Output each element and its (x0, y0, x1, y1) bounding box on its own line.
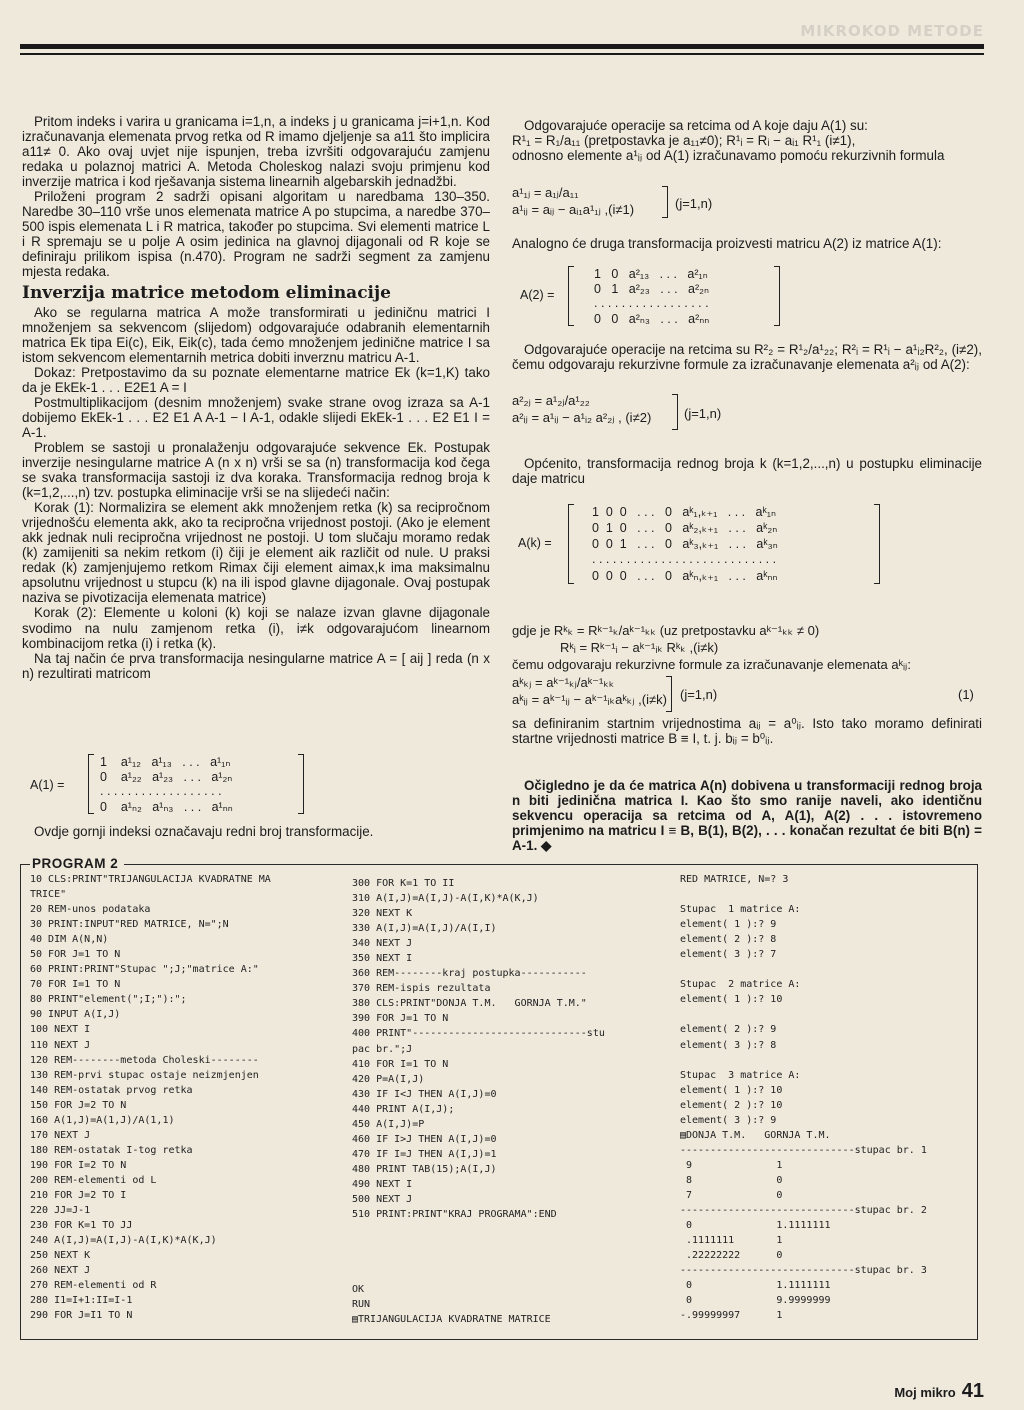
code-line: 370 REM-ispis rezultata (352, 983, 491, 995)
code-line: 450 A(I,J)=P (352, 1118, 425, 1130)
code-line: 220 JJ=J-1 (30, 1205, 91, 1217)
code-line: element( 1 ):? 10 (680, 994, 783, 1006)
code-line: 340 NEXT J (352, 938, 413, 950)
definition-ri: Rᵏᵢ = Rᵏ⁻¹ᵢ − aᵏ⁻¹ᵢₖ Rᵏₖ ,(i≠k) (560, 640, 719, 655)
matrix-a2-left-bracket (568, 266, 574, 326)
formula-2-condition: (j=1,n) (684, 406, 722, 421)
definition-rk: gdje je Rᵏₖ = Rᵏ⁻¹ₖ/aᵏ⁻¹ₖₖ (uz pretpostavku aᵏ⁻¹ₖₖ ≠ 0) (512, 623, 820, 638)
code-line: -.99999997 1 (680, 1310, 783, 1322)
code-line (352, 1237, 605, 1252)
matrix-a2-label: A(2) = (520, 288, 555, 302)
code-line: 170 NEXT J (30, 1129, 91, 1141)
body-paragraph-5: Korak (1): Normalizira se element akk množenjem retka (k) sa recipročnom vrijednošću elementa akk, ako ta recipročna vrijednost postoji. (Ako je element akk jednak nuli recipročna vrijednost ne postoji. U tom slučaju moramo redak (k) zamijeniti sa nekim retkom (i) čiji je element aik različit od nule. U praksi redak (k) zamjenjujemo retkom Rimax čiji element aimax,k ima maksimalnu apsolutnu vrijednost u stupcu (k) na ili ispod glavne dijagonale. Ovaj postupak naziva se pivotizacija elemenata matrice) (22, 500, 490, 606)
code-line: element( 3 ):? 8 (680, 1039, 777, 1051)
code-line: element( 1 ):? 10 (680, 1084, 783, 1096)
program-column-3 (680, 872, 927, 1323)
code-line: 0 9.9999999 (680, 1295, 831, 1307)
code-line: 0 1.1111111 (680, 1280, 831, 1292)
matrix-a2-right-bracket (774, 266, 780, 326)
code-line: 490 NEXT I (352, 1178, 413, 1190)
code-line: 240 A(I,J)=A(I,J)-A(I,K)*A(K,J) (30, 1235, 217, 1247)
right-paragraph-2-wrap (512, 236, 982, 251)
code-line: 30 PRINT:INPUT"RED MATRICE, N=";N (30, 919, 229, 931)
code-line: 250 NEXT K (30, 1250, 91, 1262)
matrix-ak (518, 504, 898, 586)
formula-2-brace (672, 394, 678, 430)
code-line: 260 NEXT J (30, 1265, 91, 1277)
closing-paragraph: Ovdje gornji indeksi označavaju redni broj transformacije. (34, 824, 374, 839)
code-line: 0 1.1111111 (680, 1220, 831, 1232)
right-paragraph-7-text: Očigledno je da će matrica A(n) dobivena u transformaciji rednog broja n biti jedinična matrica I. Kao što smo ranije naveli, ako identičnu sekvencu operacija sa retcima od A, A(1), A(2) . . . istovremeno primjenimo na matricu I ≡ B, B(1), B(2), . . . konačan rezultat će biti B(n) = A-1. (512, 778, 982, 854)
program-title: PROGRAM 2 (30, 856, 124, 871)
code-line: element( 2 ):? 9 (680, 1024, 777, 1036)
code-line (680, 1053, 927, 1068)
code-line: 230 FOR K=1 TO JJ (30, 1220, 133, 1232)
code-line: 70 FOR I=1 TO N (30, 979, 121, 991)
matrix-ak-row: 0 0 0 . . . 0 aᵏₙ,ₖ₊₁ . . . aᵏₙₙ (592, 569, 778, 583)
matrix-a1-right-bracket (298, 754, 304, 814)
matrix-a1-row: 0 a¹ₙ₂ a¹ₙ₃ . . . a¹ₙₙ (100, 800, 233, 814)
code-line: 200 REM-elementi od L (30, 1174, 157, 1186)
matrix-a1-left-bracket (88, 754, 94, 814)
code-line: 410 FOR I=1 TO N (352, 1058, 449, 1070)
code-line: 7 0 (680, 1189, 783, 1201)
code-line (680, 1007, 927, 1022)
matrix-a1-label: A(1) = (30, 778, 65, 792)
code-line: Stupac 2 matrice A: (680, 979, 801, 991)
code-line: 20 REM-unos podataka (30, 904, 151, 916)
formula-block-3 (512, 674, 667, 708)
definition-tail: čemu odgovaraju rekurzivne formule za izračunavanje elemenata aᵏᵢⱼ: (512, 657, 911, 672)
code-line: 290 FOR J=I1 TO N (30, 1310, 133, 1322)
matrix-a2-row: 0 0 a²ₙ₃ . . . a²ₙₙ (594, 312, 710, 326)
right-column-top (512, 118, 982, 163)
matrix-a1-row: 0 a¹₂₂ a¹₂₃ . . . a¹₂ₙ (100, 770, 233, 784)
code-line: element( 3 ):? 7 (680, 949, 777, 961)
code-line: 510 PRINT:PRINT"KRAJ PROGRAMA":END (352, 1209, 557, 1221)
matrix-ak-row: 0 0 1 . . . 0 aᵏ₃,ₖ₊₁ . . . aᵏ₃ₙ (592, 537, 778, 551)
code-line: 100 NEXT I (30, 1024, 91, 1036)
code-line: 300 FOR K=1 TO II (352, 878, 455, 889)
end-mark-icon: ◆ (541, 838, 552, 854)
code-line: 420 P=A(I,J) (352, 1073, 425, 1085)
matrix-a2-row: 1 0 a²₁₃ . . . a²₁ₙ (594, 267, 708, 281)
matrix-a1 (30, 754, 330, 816)
code-line: 120 REM--------metoda Choleski-------- (30, 1054, 259, 1066)
right-paragraph-6: sa definiranim startnim vrijednostima aᵢⱼ = a⁰ᵢⱼ. Isto tako moramo definirati startne vrijednosti matrice B ≡ I, t. j. bᵢⱼ = b⁰ᵢⱼ. (512, 716, 982, 747)
code-line: -----------------------------stupac br. 1 (680, 1144, 927, 1156)
matrix-ak-left-bracket (568, 504, 574, 584)
left-column (22, 114, 490, 681)
code-line: 190 FOR I=2 TO N (30, 1159, 127, 1171)
formula-3-brace (666, 676, 672, 712)
right-paragraph-3-wrap (512, 342, 982, 372)
formula-2b: a²ᵢⱼ = a¹ᵢⱼ − a¹ᵢ₂ a²₂ⱼ , (i≠2) (512, 410, 652, 425)
matrix-a2-row: 0 1 a²₂₃ . . . a²₂ₙ (594, 282, 709, 296)
code-line: 90 INPUT A(I,J) (30, 1009, 121, 1021)
code-line: element( 2 ):? 10 (680, 1099, 783, 1111)
top-rule-thin (20, 53, 984, 55)
code-line: 80 PRINT"element(";I;"):"; (30, 994, 187, 1006)
matrix-ak-label: A(k) = (518, 536, 552, 550)
code-line: 270 REM-elementi od R (30, 1280, 157, 1292)
matrix-a1-row: 1 a¹₁₂ a¹₁₃ . . . a¹₁ₙ (100, 755, 231, 769)
matrix-a2 (520, 266, 790, 328)
right-paragraph-4: Općenito, transformacija rednog broja k (k=1,2,...,n) u postupku eliminacije daje matricu (512, 456, 982, 487)
page-footer (894, 1380, 984, 1403)
code-line: 380 CLS:PRINT"DONJA T.M. GORNJA T.M." (352, 998, 587, 1010)
body-paragraph-3: Postmultiplikacijom (desnim množenjem) svake strane ovog izraza sa A-1 dobijemo EkEk-1 . . . E2 E1 A A-1 − I A-1, odakle slijedi EkEk-1 . . . E2 E1 I = A-1. (22, 394, 490, 440)
formula-1b: a¹ᵢⱼ = aᵢⱼ − aᵢ₁a¹₁ⱼ ,(i≠1) (512, 202, 635, 217)
formula-3-number: (1) (958, 687, 974, 702)
code-line: ▤DONJA T.M. GORNJA T.M. (680, 1129, 831, 1141)
code-line: OK (352, 1284, 365, 1296)
matrix-ak-row: 0 1 0 . . . 0 aᵏ₂,ₖ₊₁ . . . aᵏ₂ₙ (592, 521, 778, 535)
code-line: element( 2 ):? 8 (680, 934, 777, 946)
matrix-a2-row: . . . . . . . . . . . . . . . . . (594, 296, 709, 310)
code-line: 40 DIM A(N,N) (30, 934, 109, 946)
body-paragraph-6: Korak (2): Elemente u koloni (k) koji se nalaze izvan glavne dijagonale svodimo na nulu zamjenom retka (i), i≠k odgovarajućom linearnom kombinacijom retka (i) i retka (k). (22, 605, 490, 651)
formula-block-1 (512, 184, 634, 218)
code-line: 160 A(1,J)=A(1,J)/A(1,1) (30, 1114, 175, 1126)
matrix-ak-row: . . . . . . . . . . . . . . . . . . . . . . . . . . . (592, 552, 777, 566)
right-definitions (512, 622, 911, 673)
program-column-2 (352, 876, 605, 1327)
code-line: 440 PRINT A(I,J); (352, 1103, 455, 1115)
code-line (680, 887, 927, 902)
matrix-ak-right-bracket (874, 504, 880, 584)
formula-1-condition: (j=1,n) (675, 196, 713, 211)
program-column-1 (30, 872, 271, 1323)
code-line: 480 PRINT TAB(15);A(I,J) (352, 1163, 497, 1175)
body-paragraph-1: Ako se regularna matrica A može transformirati u jediničnu matrici I množenjem sa sekvencom (slijedom) odgovarajuće odabranih elementarnih matrica Ek tipa Ei(c), Eik, Eik(c), tada ćemo množenjem jedinične matrice I sa istom sekvencom elementarnih metrica dobiti inverznu matricu A-1. (22, 304, 490, 365)
code-line: 400 PRINT"-----------------------------stu (352, 1028, 605, 1040)
code-line: 500 NEXT J (352, 1193, 413, 1205)
right-paragraph-7-wrap (512, 778, 982, 853)
corner-tag: MIKROKOD METODE (800, 22, 984, 40)
code-line: element( 1 ):? 9 (680, 919, 777, 931)
code-line: 60 PRINT:PRINT"Stupac ";J;"matrice A:" (30, 964, 259, 976)
code-line: 390 FOR J=1 TO N (352, 1013, 449, 1025)
top-rule-thick (20, 44, 984, 49)
code-line: 350 NEXT I (352, 953, 413, 965)
formula-block-2 (512, 392, 651, 426)
code-line: 180 REM-ostatak I-tog retka (30, 1144, 193, 1156)
right-equation-1: R¹₁ = R₁/a₁₁ (pretpostavka je a₁₁≠0); R¹ᵢ = Rᵢ − aᵢ₁ R¹₁ (i≠1), (512, 133, 856, 149)
code-line: -----------------------------stupac br. 2 (680, 1205, 927, 1217)
code-line: 130 REM-prvi stupac ostaje neizmjenjen (30, 1069, 259, 1081)
formula-3a: aᵏₖⱼ = aᵏ⁻¹ₖⱼ/aᵏ⁻¹ₖₖ (512, 675, 615, 690)
body-paragraph-7: Na taj način će prva transformacija nesingularne matrice A = [ aij ] reda (n x n) rezultirati matricom (22, 650, 490, 681)
code-line: -----------------------------stupac br. 3 (680, 1265, 927, 1277)
matrix-a1-row: . . . . . . . . . . . . . . . . . . (100, 784, 222, 798)
code-line: 430 IF I<J THEN A(I,J)=0 (352, 1088, 497, 1100)
code-line: TRICE" (30, 889, 67, 901)
code-line: 330 A(I,J)=A(I,J)/A(I,I) (352, 923, 497, 935)
formula-3-condition: (j=1,n) (680, 687, 718, 702)
code-line: .22222222 0 (680, 1250, 783, 1262)
code-line: 460 IF I>J THEN A(I,J)=0 (352, 1133, 497, 1145)
code-line: 280 I1=I+1:II=I-1 (30, 1295, 133, 1307)
page-number: 41 (961, 1380, 984, 1402)
code-line: element( 3 ):? 9 (680, 1114, 777, 1126)
body-paragraph-4: Problem se sastoji u pronalaženju odgovarajuće sekvence Ek. Postupak inverzije nesingularne matrice A (n x n) vrši se sa (n) transformacija kod čega se svaka transformacija sastoji iz dva koraka. Transformacija rednog broja k (k=1,2,...,n) tzv. postupka eliminacije vrši se na slijedeći način: (22, 439, 490, 501)
code-line: 320 NEXT K (352, 908, 413, 920)
code-line: 210 FOR J=2 TO I (30, 1189, 127, 1201)
code-line: 9 1 (680, 1159, 783, 1171)
right-paragraph-4-wrap (512, 456, 982, 486)
code-line: ▤TRIJANGULACIJA KVADRATNE MATRICE (352, 1314, 551, 1326)
code-line (352, 1267, 605, 1282)
code-line: 50 FOR J=1 TO N (30, 949, 121, 961)
code-line: RED MATRICE, N=? 3 (680, 874, 789, 885)
code-line: Stupac 1 matrice A: (680, 904, 801, 916)
formula-1-brace (662, 186, 668, 218)
right-paragraph-7 (512, 778, 982, 853)
code-line (352, 1222, 605, 1237)
intro-paragraph-1: Pritom indeks i varira u granicama i=1,n, a indeks j u granicama j=i+1,n. Kod izračunavanja elemenata prvog retka od R imamo djeljenje sa a11 što implicira a11≠ 0. Ako ovaj uvjet nije ispunjen, treba izvršiti odgovarajuću zamjenu redaka u polaznoj matrici A. Metoda Choleskog nalazi svoju primjenu kod inverzije matrica i kod rješavanja sistema linearnih algebarskih jednadžbi. (22, 114, 490, 190)
code-line: RUN (352, 1299, 371, 1311)
formula-3b: aᵏᵢⱼ = aᵏ⁻¹ᵢⱼ − aᵏ⁻¹ᵢₖaᵏₖⱼ ,(i≠k) (512, 692, 667, 707)
code-line: 140 REM-ostatak prvog retka (30, 1084, 193, 1096)
code-line: 8 0 (680, 1174, 783, 1186)
code-line: 110 NEXT J (30, 1039, 91, 1051)
right-paragraph-6-wrap (512, 716, 982, 746)
right-paragraph-1: Odgovarajuće operacije sa retcima od A koje daju A(1) su: (524, 118, 868, 133)
left-closing (22, 824, 490, 839)
section-heading: Inverzija matrice metodom eliminacije (22, 282, 391, 303)
right-paragraph-2: Analogno će druga transformacija proizvesti matricu A(2) iz matrice A(1): (512, 236, 942, 251)
code-line: 470 IF I=J THEN A(I,J)=1 (352, 1148, 497, 1160)
magazine-name: Moj mikro (894, 1385, 956, 1400)
code-line: .1111111 1 (680, 1235, 783, 1247)
code-line: pac br.";J (352, 1043, 413, 1055)
body-paragraph-2: Dokaz: Pretpostavimo da su poznate elementarne matrice Ek (k=1,K) tako da je EkEk-1 . . . E2E1 A = I (22, 364, 490, 395)
code-line (680, 962, 927, 977)
code-line: 310 A(I,J)=A(I,J)-A(I,K)*A(K,J) (352, 893, 539, 905)
code-line: Stupac 3 matrice A: (680, 1069, 801, 1081)
matrix-ak-row: 1 0 0 . . . 0 aᵏ₁,ₖ₊₁ . . . aᵏ₁ₙ (592, 505, 776, 519)
code-line: 360 REM--------kraj postupka----------- (352, 968, 587, 980)
code-line: 150 FOR J=2 TO N (30, 1099, 127, 1111)
intro-paragraph-2: Priloženi program 2 sadrži opisani algoritam u naredbama 130–350. Naredbe 30–110 vrše unos elemenata matrice A po stupcima, a naredbe 370–500 ispis elemenata L i R matrica, također po stupcima. Svi elementi matrice L i R spremaju se u polje A osim jedinica na glavnoj dijagonali od R koje se definiraju prilikom ispisa (n.470). Program ne sadrži segment za zamjenu mjesta redaka. (22, 189, 490, 280)
right-paragraph-3: Odgovarajuće operacije na retcima su R²₂ = R¹₂/a¹₂₂; R²ᵢ = R¹ᵢ − a¹ᵢ₂R²₂, (i≠2), čemu odgovaraju rekurzivne formule za izračunavanje elemenata a²ᵢⱼ od A(2): (512, 342, 982, 373)
right-paragraph-1-tail: odnosno elemente a¹ᵢⱼ od A(1) izračunavamo pomoću rekurzivnih formula (512, 148, 945, 164)
code-line: 10 CLS:PRINT"TRIJANGULACIJA KVADRATNE MA (30, 874, 271, 885)
code-line (352, 1252, 605, 1267)
formula-2a: a²₂ⱼ = a¹₂ⱼ/a¹₂₂ (512, 393, 590, 408)
formula-1a: a¹₁ⱼ = a₁ⱼ/a₁₁ (512, 185, 579, 200)
